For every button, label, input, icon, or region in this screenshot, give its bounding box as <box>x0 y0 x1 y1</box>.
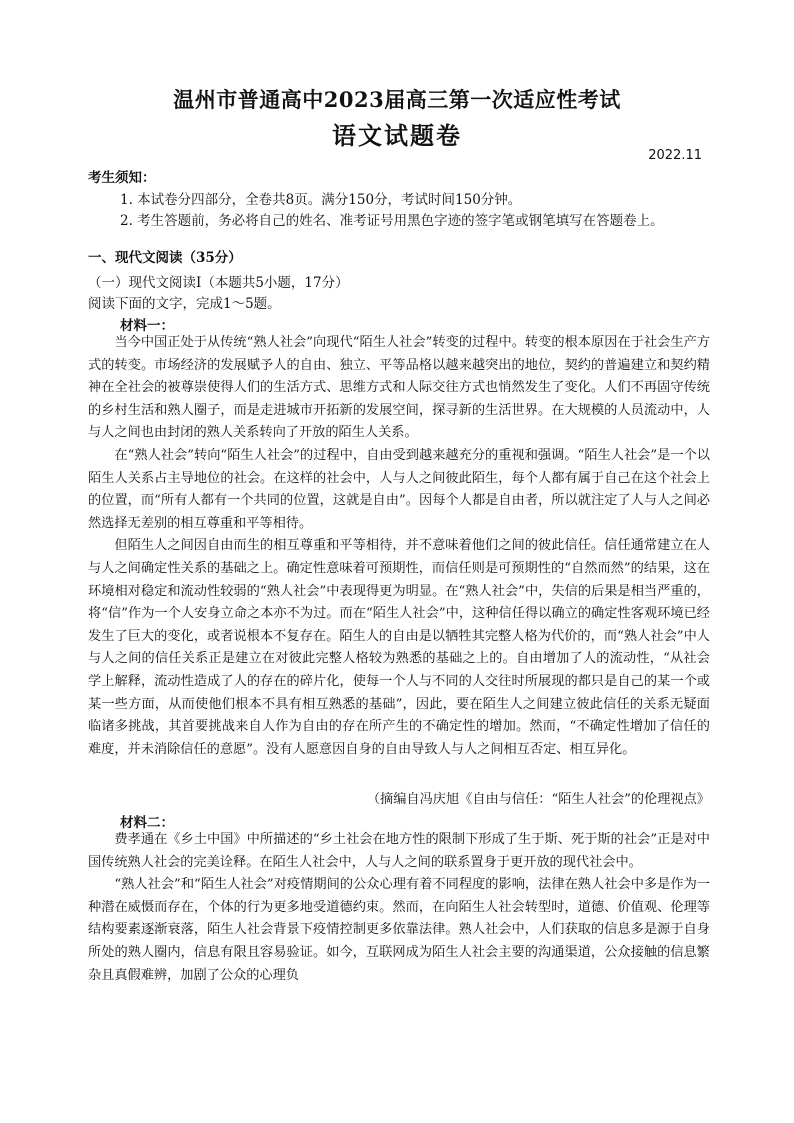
material-2-label: 材料二： <box>120 815 174 831</box>
reading-instruction: 阅读下面的文字，完成1～5题。 <box>88 296 281 312</box>
sub-section-heading: （一）现代文阅读Ⅰ（本题共5小题，17分） <box>88 275 349 291</box>
material-1-label: 材料一： <box>120 318 174 334</box>
material-1-paragraph: 当今中国正处于从传统“熟人社会”向现代“陌生人社会”转变的过程中。转变的根本原因在于社会生产方式的转变。市场经济的发展赋予人的自由、独立、平等品格以越来越突出的地位，契约的普遍建立和契约精神在全社会的被尊崇使得人们的生活方式、思维方式和人际交往方式也悄然发生了变化。人们不再固守传统的乡村生活和熟人圈子，而是走进城市开拓新的发展空间，探寻新的生活世界。在大规模的人员流动中，人与人之间也由封闭的熟人关系转向了开放的陌生人关系。 <box>88 335 710 441</box>
section-heading: 一、现代文阅读（35分） <box>88 250 242 266</box>
notice-item-2: 2. 考生答题前，务必将自己的姓名、准考证号用黑色字迹的签字笔或钢笔填写在答题卷上。 <box>120 213 664 229</box>
exam-title: 温州市普通高中2023届高三第一次适应性考试 <box>173 87 621 112</box>
material-1-body <box>88 332 710 761</box>
notice-item-1: 1. 本试卷分四部分，全卷共8页。满分150分，考试时间150分钟。 <box>120 192 522 208</box>
material-1-source: （摘编自冯庆旭《自由与信任：“陌生人社会”的伦理视点》 <box>366 792 710 807</box>
material-2-paragraph: 费孝通在《乡土中国》中所描述的“乡土社会在地方性的限制下形成了生于斯、死于斯的社会”正是对中国传统熟人社会的完美诠释。在陌生人社会中，人与人之间的联系置身于更开放的现代社会中。 <box>88 832 710 870</box>
material-1-paragraph: 但陌生人之间因自由而生的相互尊重和平等相待，并不意味着他们之间的彼此信任。信任通常建立在人与人之间确定性关系的基础之上。确定性意味着可预期性，而信任则是可预期性的“自然而然”的结果，这在环境相对稳定和流动性较弱的“熟人社会”中表现得更为明显。在“熟人社会”中，失信的后果是相当严重的，将“信”作为一个人安身立命之本亦不为过。而在“陌生人社会”中，这种信任得以确立的确定性客观环境已经发生了巨大的变化，或者说根本不复存在。陌生人的自由是以牺牲其完整人格为代价的，而“熟人社会”中人与人之间的信任关系正是建立在对彼此完整人格较为熟悉的基础之上的。自由增加了人的流动性，“从社会学上解释，流动性造成了人的存在的碎片化，使每一个人与不同的人交往时所展现的都只是自己的某一个或某一些方面，从而使他们根本不具有相互熟悉的基础”，因此，要在陌生人之间建立彼此信任的关系无疑面临诸多挑战，其首要挑战来自人作为自由的存在所产生的不确定性的增加。然而，“不确定性增加了信任的难度，并未消除信任的意愿”。没有人愿意因自身的自由导致人与人之间相互否定、相互异化。 <box>88 538 710 757</box>
material-2-paragraph: “熟人社会”和“陌生人社会”对疫情期间的公众心理有着不同程度的影响，法律在熟人社会中多是作为一种潜在威慑而存在，个体的行为更多地受道德约束。然而，在向陌生人社会转型时，道德、价值观、伦理等结构要素逐渐衰落，陌生人社会背景下疫情控制更多依靠法律。熟人社会中，人们获取的信息多是源于自身所处的熟人圈内，信息有限且容易验证。如今，互联网成为陌生人社会主要的沟通渠道，公众接触的信息繁杂且真假难辨，加剧了公众的心理负 <box>88 877 710 983</box>
exam-date: 2022.11 <box>648 148 702 163</box>
material-2-body <box>88 829 710 987</box>
exam-subtitle: 语文试题卷 <box>332 121 462 150</box>
notice-heading: 考生须知： <box>88 170 156 186</box>
material-1-paragraph: 在“熟人社会”转向“陌生人社会”的过程中，自由受到越来越充分的重视和强调。“陌生人社会”是一个以陌生人关系占主导地位的社会。在这样的社会中，人与人之间彼此陌生，每个人都有属于自己在这个社会上的位置，而“所有人都有一个共同的位置，这就是自由”。因每个人都是自由者，所以就注定了人与人之间必然选择无差别的相互尊重和平等相待。 <box>88 447 710 531</box>
